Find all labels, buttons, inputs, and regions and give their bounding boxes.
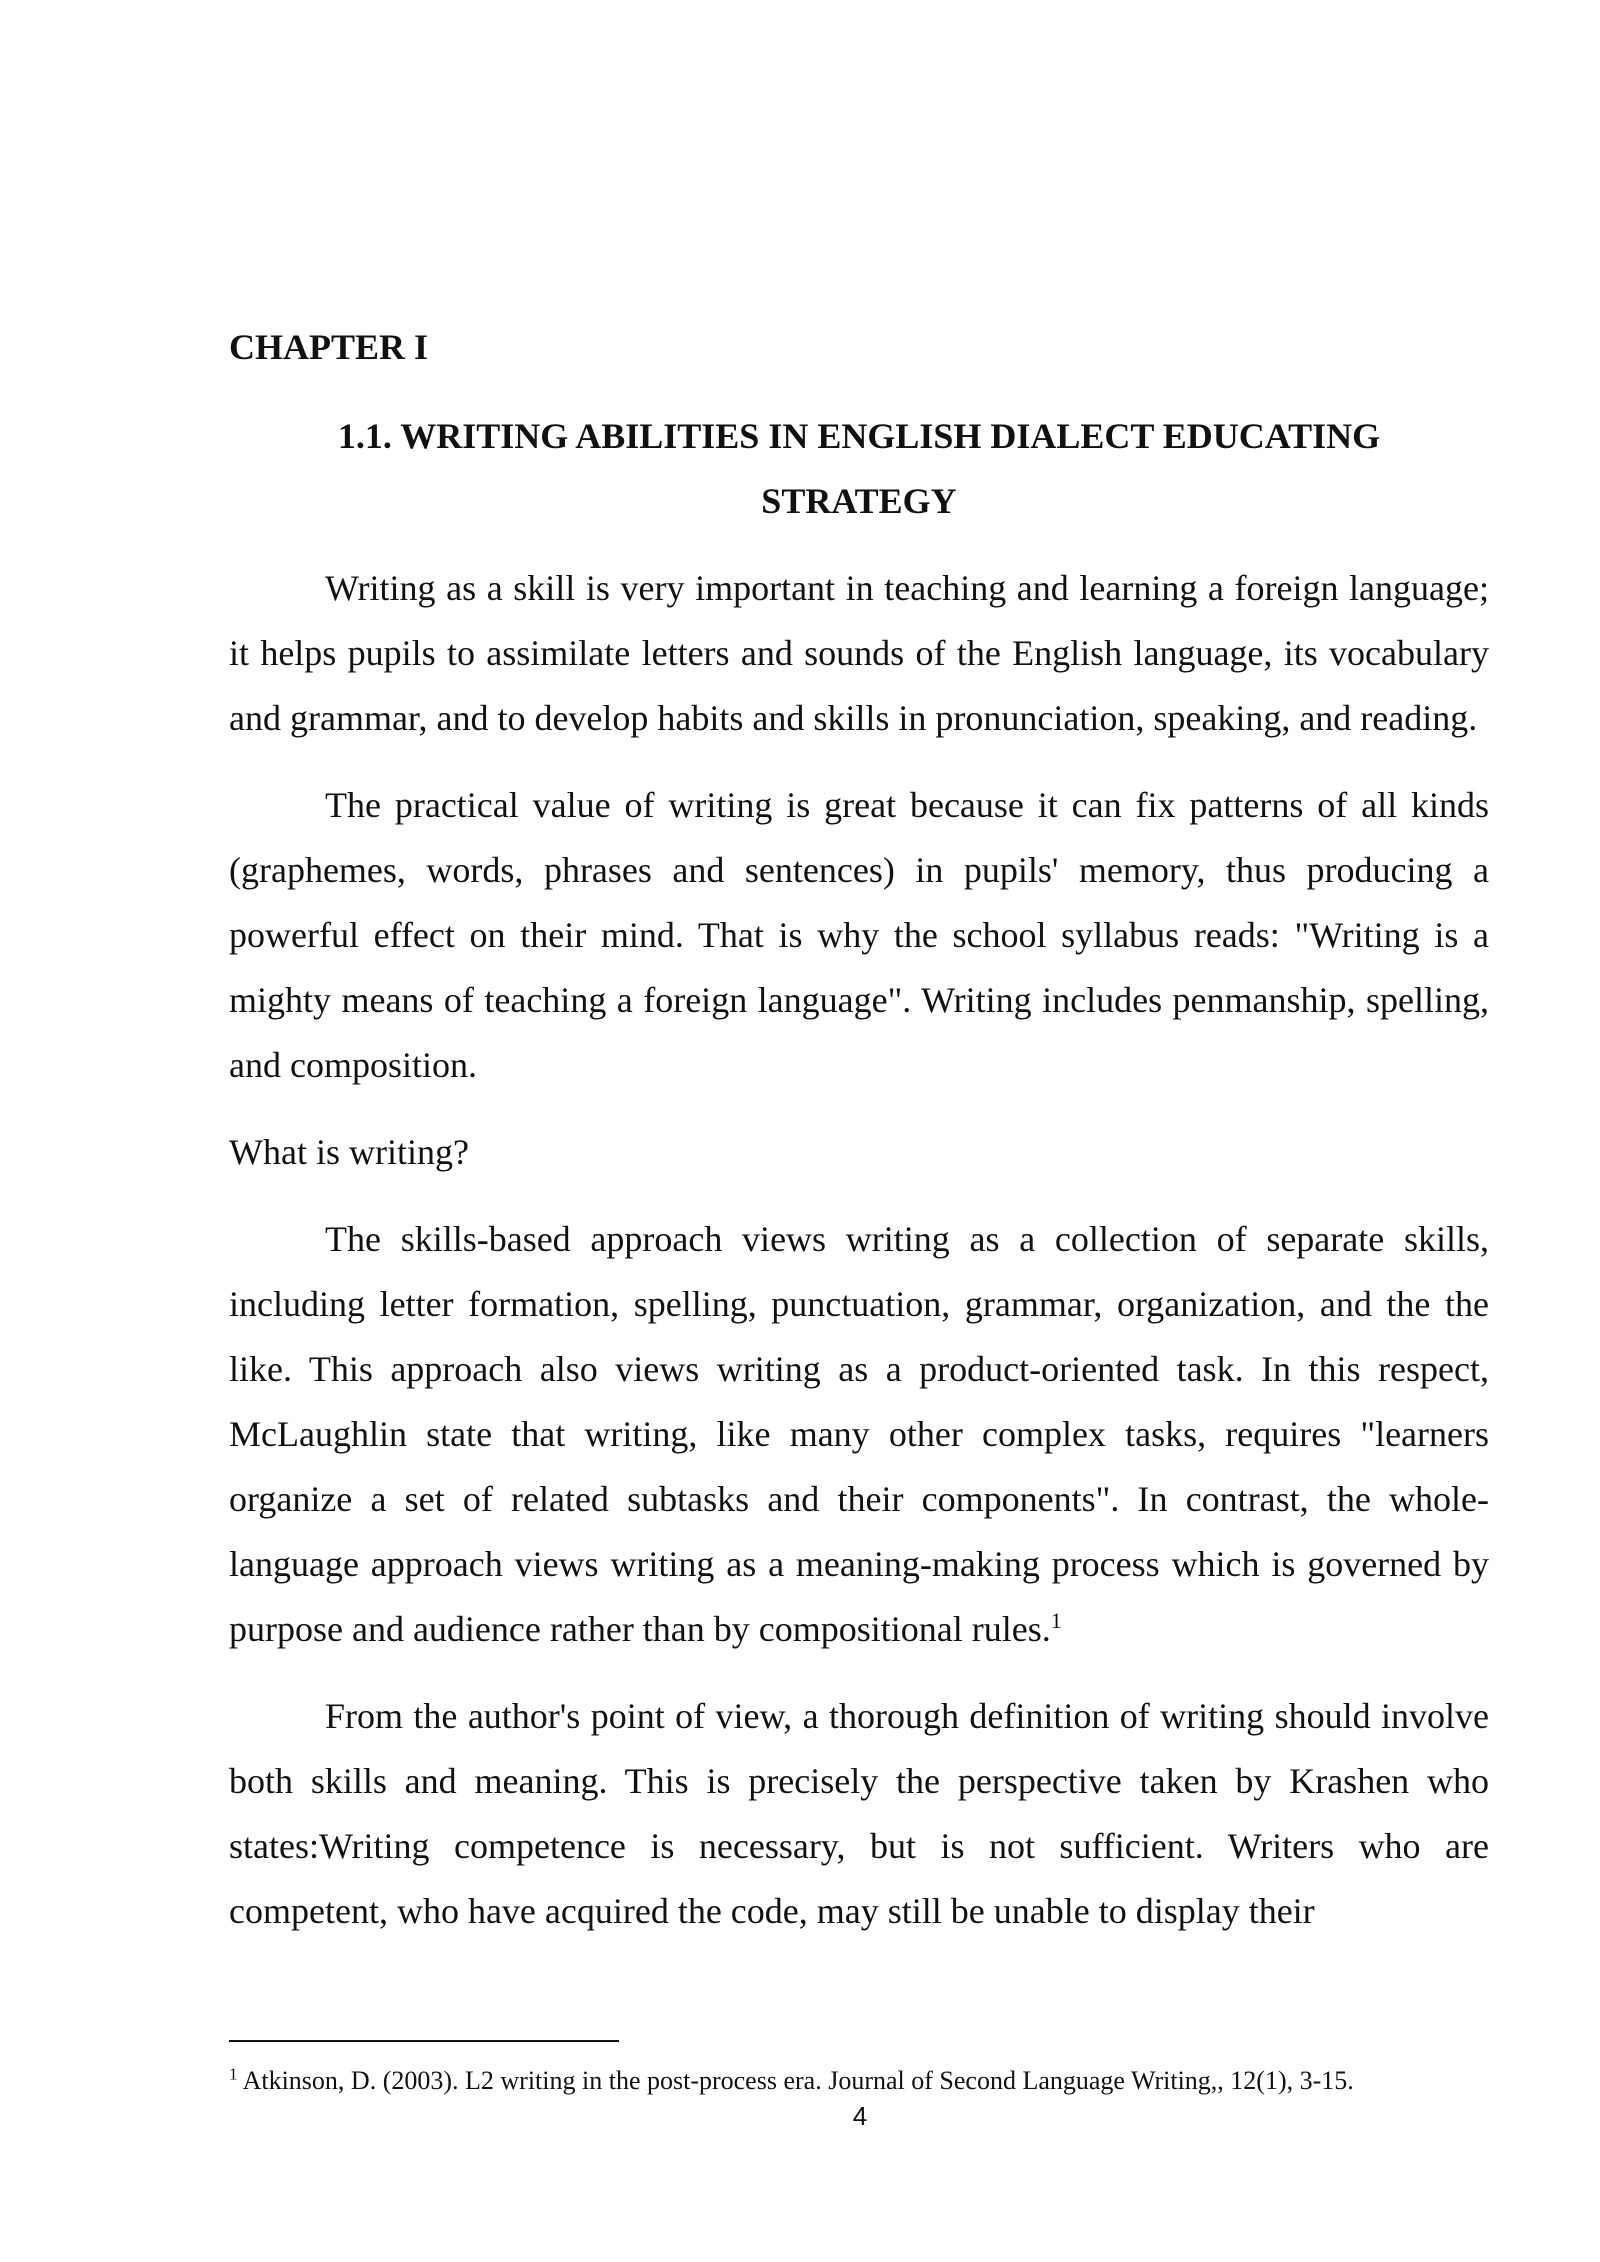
chapter-heading: CHAPTER I: [229, 327, 429, 367]
page-body: [229, 320, 1489, 1966]
page-number: 4: [852, 2101, 868, 2131]
paragraph-3: [229, 1207, 1489, 1662]
section-title: 1.1. WRITING ABILITIES IN ENGLISH DIALECT EDUCATING STRATEGY: [337, 416, 1381, 521]
footnote-marker: 1: [229, 2064, 238, 2084]
footnote: [229, 2063, 1509, 2099]
footnote-separator: [229, 2040, 619, 2042]
question-line: What is writing?: [229, 1132, 469, 1172]
footnote-text: Atkinson, D. (2003). L2 writing in the post-process era. Journal of Second Language Writing,, 12(1), 3-15.: [242, 2066, 1354, 2095]
paragraph-4: From the author's point of view, a thorough definition of writing should involve both skills and meaning. This is precisely the perspective taken by Krashen who states:Writing competence is necessary, but is not sufficient. Writers who are competent, who have acquired the code, may still be unable to display their: [229, 1696, 1489, 1931]
paragraph-3-text: The skills-based approach views writing as a collection of separate skills, including letter formation, spelling, punctuation, grammar, organization, and the the like. This approach also views writing as a product-oriented task. In this respect, McLaughlin state that writing, like many other complex tasks, requires "learners organize a set of related subtasks and their components". In contrast, the whole-language approach views writing as a meaning-making process which is governed by purpose and audience rather than by compositional rules.: [229, 1219, 1489, 1649]
footnote-reference: 1: [1050, 1608, 1062, 1633]
paragraph-1: Writing as a skill is very important in teaching and learning a foreign language; it helps pupils to assimilate letters and sounds of the English language, its vocabulary and grammar, and to develop habits and skills in pronunciation, speaking, and reading.: [229, 568, 1489, 738]
paragraph-2: The practical value of writing is great because it can fix patterns of all kinds (graphemes, words, phrases and sentences) in pupils' memory, thus producing a powerful effect on their mind. That is why the school syllabus reads: "Writing is a mighty means of teaching a foreign language". Writing includes penmanship, spelling, and composition.: [229, 785, 1489, 1085]
